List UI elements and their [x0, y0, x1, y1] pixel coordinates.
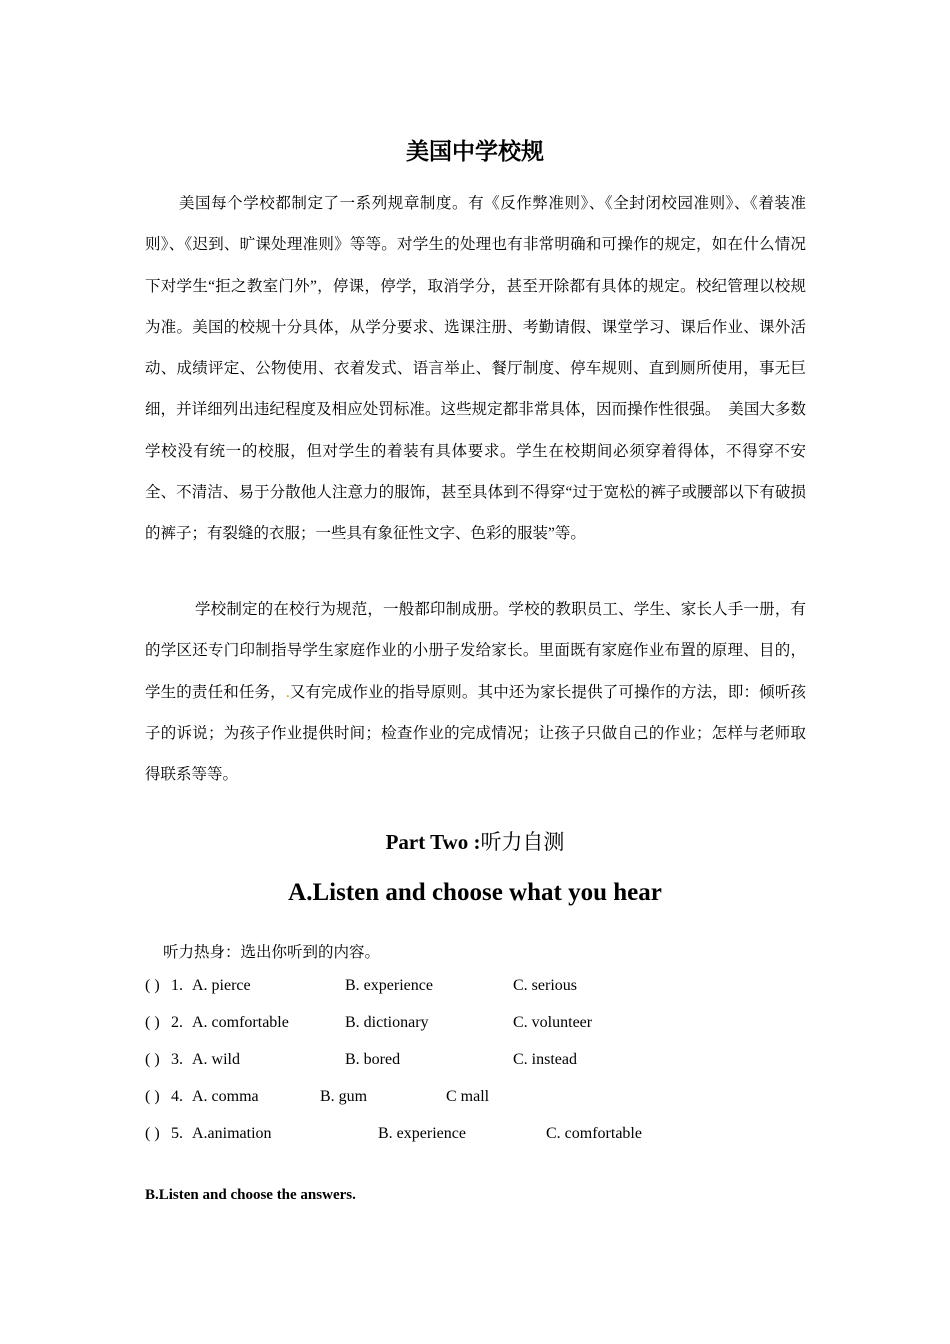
question-number: 3. [171, 1051, 183, 1068]
option-b: B. experience [378, 1125, 466, 1142]
answer-blank: ( ) [145, 1088, 160, 1105]
option-b: B. experience [345, 977, 433, 994]
option-b: B. gum [320, 1088, 368, 1105]
page-title: 美国中学校规 [406, 139, 544, 164]
option-b: B. dictionary [345, 1014, 429, 1031]
option-b: B. bored [345, 1051, 401, 1068]
paragraph-text-1: 学校制定的在校行为规范，一般都印制成册。学校的教职员工、学生、家长人手一册，有的学区还专门印制指导学生家庭作业的小册子发给家长。里面既有家庭作业布置的原理、目的，学生的责任和任务， [145, 601, 806, 701]
answer-blank: ( ) [145, 977, 160, 994]
paragraph-school-rules: 美国每个学校都制定了一系列规章制度。有《反作弊准则》、《全封闭校园准则》、《着装准则》、《迟到、旷课处理准则》等等。对学生的处理也有非常明确和可操作的规定，如在什么情况下对学生“拒之教室门外”，停课，停学，取消学分，甚至开除都有具体的规定。校纪管理以校规为准。美国的校规十分具体，从学分要求、选课注册、考勤请假、课堂学习、课后作业、课外活动、成绩评定、公物使用、衣着发式、语言举止、餐厅制度、停车规则、直到厕所使用，事无巨细，并详细列出违纪程度及相应处罚标准。这些规定都非常具体，因而操作性很强。 美国大多数学校没有统一的校服，但对学生的着装有具体要求。学生在校期间必须穿着得体，不得穿不安全、不清洁、易于分散他人注意力的服饰，甚至具体到不得穿“过于宽松的裤子或腰部以下有破损的裤子；有裂缝的衣服；一些具有象征性文字、色彩的服装”等。 [145, 195, 806, 543]
option-c: C. comfortable [546, 1125, 642, 1142]
question-number: 5. [171, 1125, 183, 1142]
option-a: A. comma [192, 1088, 259, 1105]
option-c: C mall [446, 1088, 490, 1105]
option-c: C. instead [513, 1051, 577, 1068]
part-two-subtitle: 听力自测 [480, 830, 565, 854]
answer-blank: ( ) [145, 1125, 160, 1142]
section-a-heading: A.Listen and choose what you hear [288, 879, 662, 906]
option-c: C. volunteer [513, 1014, 593, 1031]
part-two-label: Part Two : [385, 830, 481, 854]
option-a: A.animation [192, 1125, 272, 1142]
question-number: 1. [171, 977, 183, 994]
part-two-heading [0, 826, 950, 856]
option-a: A. pierce [192, 977, 251, 994]
paragraph-behavior-handbook [145, 589, 806, 795]
option-c: C. serious [513, 977, 577, 994]
option-a: A. comfortable [192, 1014, 289, 1031]
edit-mark-dot: . [285, 683, 290, 701]
section-b-heading: B.Listen and choose the answers. [145, 1187, 356, 1203]
question-number: 4. [171, 1088, 183, 1105]
paragraph-text-2: 又有完成作业的指导原则。其中还为家长提供了可操作的方法，即：倾听孩子的诉说；为孩子作业提供时间；检查作业的完成情况；让孩子只做自己的作业；怎样与老师取得联系等等。 [145, 683, 806, 784]
question-number: 2. [171, 1014, 183, 1031]
listening-instruction: 听力热身：选出你听到的内容。 [163, 944, 381, 961]
answer-blank: ( ) [145, 1051, 160, 1068]
option-a: A. wild [192, 1051, 240, 1068]
answer-blank: ( ) [145, 1014, 160, 1031]
